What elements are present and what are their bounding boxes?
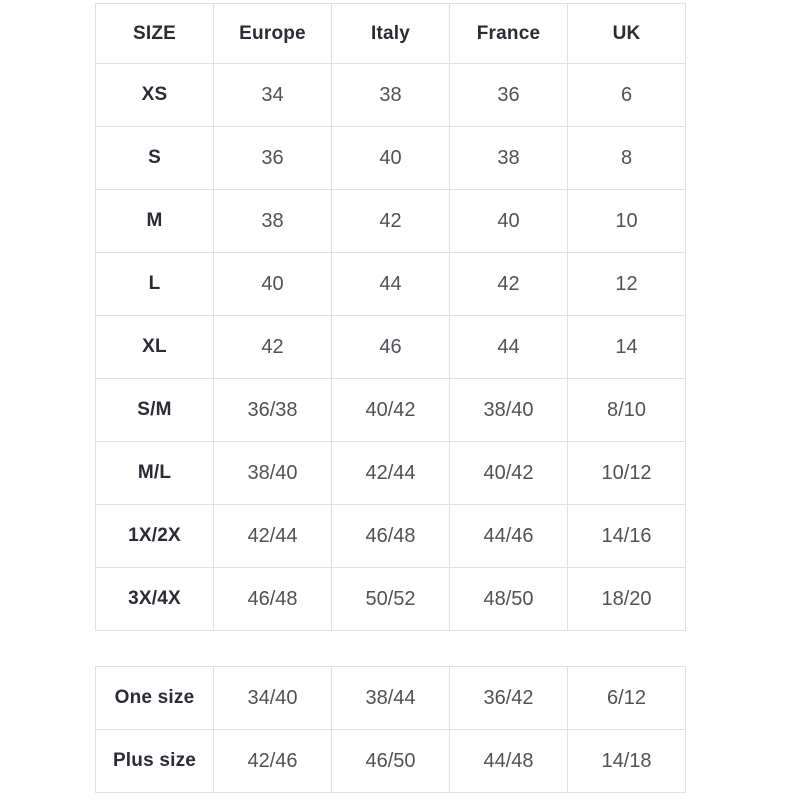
italy-value: 38/44 — [332, 667, 450, 730]
uk-value: 14 — [568, 316, 686, 379]
europe-value: 34 — [214, 64, 332, 127]
italy-value: 50/52 — [332, 568, 450, 631]
size-conversion-table — [95, 3, 686, 631]
uk-value: 18/20 — [568, 568, 686, 631]
table-row-xs — [96, 64, 686, 127]
uk-value: 8 — [568, 127, 686, 190]
column-header-italy: Italy — [332, 4, 450, 64]
italy-value: 44 — [332, 253, 450, 316]
size-label: Plus size — [96, 730, 214, 793]
size-label: M/L — [96, 442, 214, 505]
table-row-one-size — [96, 667, 686, 730]
italy-value: 40 — [332, 127, 450, 190]
italy-value: 42/44 — [332, 442, 450, 505]
france-value: 44/48 — [450, 730, 568, 793]
europe-value: 40 — [214, 253, 332, 316]
uk-value: 14/16 — [568, 505, 686, 568]
uk-value: 10/12 — [568, 442, 686, 505]
column-header-uk: UK — [568, 4, 686, 64]
table-row-m — [96, 190, 686, 253]
column-header-france: France — [450, 4, 568, 64]
table-row-plus-size — [96, 730, 686, 793]
france-value: 36 — [450, 64, 568, 127]
size-label: S — [96, 127, 214, 190]
europe-value: 38/40 — [214, 442, 332, 505]
special-sizes-table — [95, 666, 686, 793]
france-value: 48/50 — [450, 568, 568, 631]
france-value: 44/46 — [450, 505, 568, 568]
table-row-s-m — [96, 379, 686, 442]
size-label: XS — [96, 64, 214, 127]
france-value: 42 — [450, 253, 568, 316]
italy-value: 46 — [332, 316, 450, 379]
table-row-s — [96, 127, 686, 190]
size-label: S/M — [96, 379, 214, 442]
italy-value: 46/50 — [332, 730, 450, 793]
france-value: 38 — [450, 127, 568, 190]
europe-value: 38 — [214, 190, 332, 253]
uk-value: 12 — [568, 253, 686, 316]
italy-value: 38 — [332, 64, 450, 127]
table-row-1x-2x — [96, 505, 686, 568]
europe-value: 42/46 — [214, 730, 332, 793]
italy-value: 42 — [332, 190, 450, 253]
special-sizes-table-body — [96, 667, 686, 793]
table-row-3x-4x — [96, 568, 686, 631]
size-label: 3X/4X — [96, 568, 214, 631]
italy-value: 40/42 — [332, 379, 450, 442]
europe-value: 34/40 — [214, 667, 332, 730]
europe-value: 42 — [214, 316, 332, 379]
europe-value: 42/44 — [214, 505, 332, 568]
size-table-header — [96, 4, 686, 64]
europe-value: 46/48 — [214, 568, 332, 631]
europe-value: 36/38 — [214, 379, 332, 442]
europe-value: 36 — [214, 127, 332, 190]
france-value: 40 — [450, 190, 568, 253]
uk-value: 6 — [568, 64, 686, 127]
column-header-size: SIZE — [96, 4, 214, 64]
italy-value: 46/48 — [332, 505, 450, 568]
uk-value: 14/18 — [568, 730, 686, 793]
table-row-l — [96, 253, 686, 316]
size-label: XL — [96, 316, 214, 379]
size-table-body — [96, 64, 686, 631]
uk-value: 10 — [568, 190, 686, 253]
uk-value: 8/10 — [568, 379, 686, 442]
size-label: L — [96, 253, 214, 316]
france-value: 38/40 — [450, 379, 568, 442]
size-label: M — [96, 190, 214, 253]
column-header-europe: Europe — [214, 4, 332, 64]
table-row-m-l — [96, 442, 686, 505]
france-value: 44 — [450, 316, 568, 379]
uk-value: 6/12 — [568, 667, 686, 730]
table-row-xl — [96, 316, 686, 379]
size-label: 1X/2X — [96, 505, 214, 568]
france-value: 40/42 — [450, 442, 568, 505]
table-header-row — [96, 4, 686, 64]
size-label: One size — [96, 667, 214, 730]
france-value: 36/42 — [450, 667, 568, 730]
